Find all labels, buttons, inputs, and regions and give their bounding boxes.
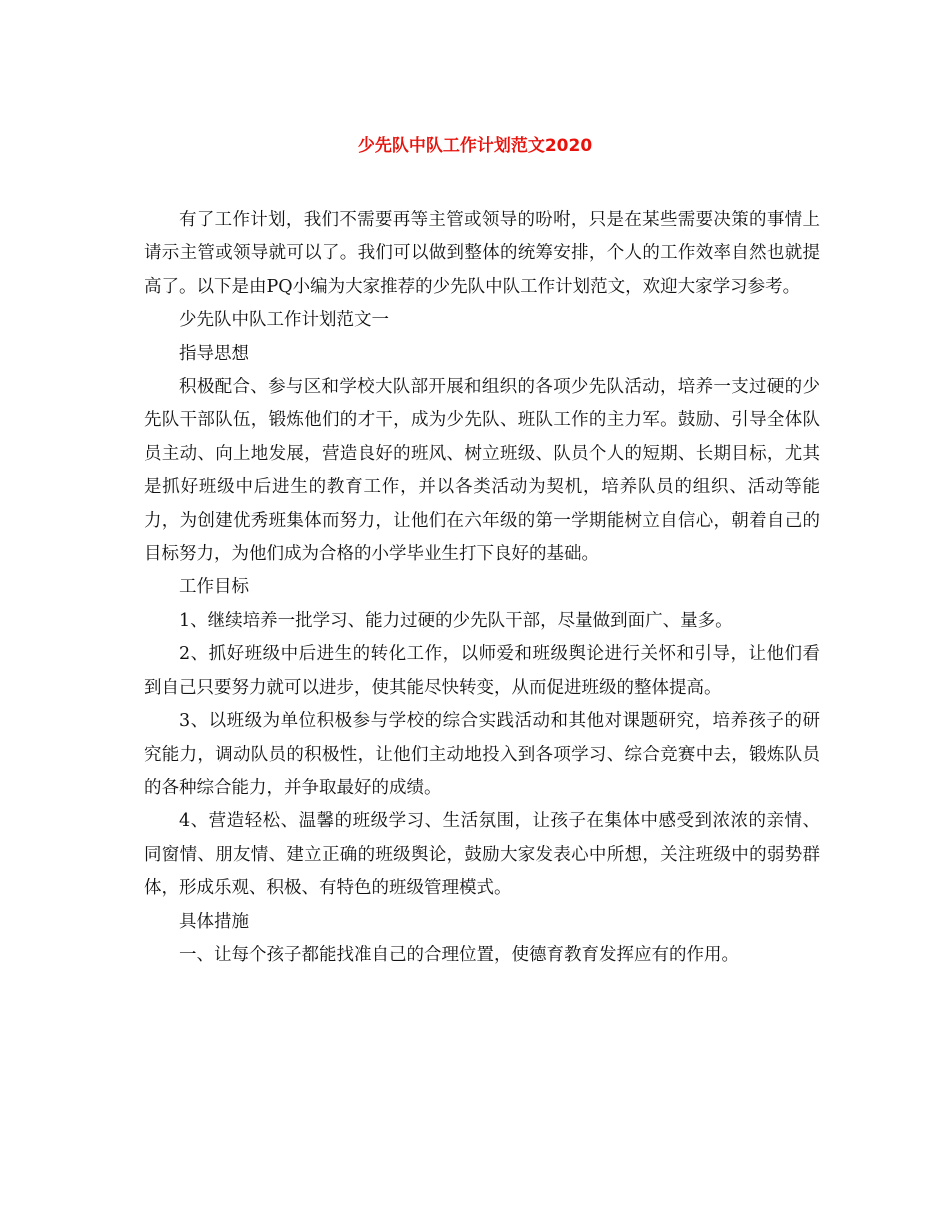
- document-body: [144, 204, 820, 972]
- section-heading-sample-one: 少先队中队工作计划范文一: [179, 310, 389, 331]
- measure-item-1: 一、让每个孩子都能找准自己的合理位置，使德育教育发挥应有的作用。: [179, 944, 739, 965]
- section-heading-measures: 具体措施: [179, 911, 249, 932]
- goal-item-2: 2、抓好班级中后进生的转化工作，以师爱和班级舆论进行关怀和引导，让他们看到自己只要努力就可以进步，使其能尽快转变，从而促进班级的整体提高。: [144, 644, 820, 698]
- paragraph-guiding-idea: 积极配合、参与区和学校大队部开展和组织的各项少先队活动，培养一支过硬的少先队干部队伍，锻炼他们的才干，成为少先队、班队工作的主力军。鼓励、引导全体队员主动、向上地发展，营造良好的班风、树立班级、队员个人的短期、长期目标，尤其是抓好班级中后进生的教育工作，并以各类活动为契机，培养队员的组织、活动等能力，为创建优秀班集体而努力，让他们在六年级的第一学期能树立自信心，朝着自己的目标努力，为他们成为合格的小学毕业生打下良好的基础。: [144, 377, 820, 565]
- paragraph-intro: 有了工作计划，我们不需要再等主管或领导的吩咐，只是在某些需要决策的事情上请示主管或领导就可以了。我们可以做到整体的统筹安排，个人的工作效率自然也就提高了。以下是由PQ小编为大家推荐的少先队中队工作计划范文，欢迎大家学习参考。: [144, 210, 820, 297]
- section-heading-work-goals: 工作目标: [179, 577, 249, 598]
- goal-item-3: 3、以班级为单位积极参与学校的综合实践活动和其他对课题研究，培养孩子的研究能力，调动队员的积极性，让他们主动地投入到各项学习、综合竞赛中去，锻炼队员的各种综合能力，并争取最好的成绩。: [144, 711, 820, 798]
- document-title: 少先队中队工作计划范文2020: [357, 136, 593, 156]
- section-heading-guiding-idea: 指导思想: [179, 343, 249, 364]
- goal-item-4: 4、营造轻松、温馨的班级学习、生活氛围，让孩子在集体中感受到浓浓的亲情、同窗情、朋友情、建立正确的班级舆论，鼓励大家发表心中所想，关注班级中的弱势群体，形成乐观、积极、有特色的班级管理模式。: [144, 811, 820, 899]
- goal-item-1: 1、继续培养一批学习、能力过硬的少先队干部，尽量做到面广、量多。: [179, 610, 733, 631]
